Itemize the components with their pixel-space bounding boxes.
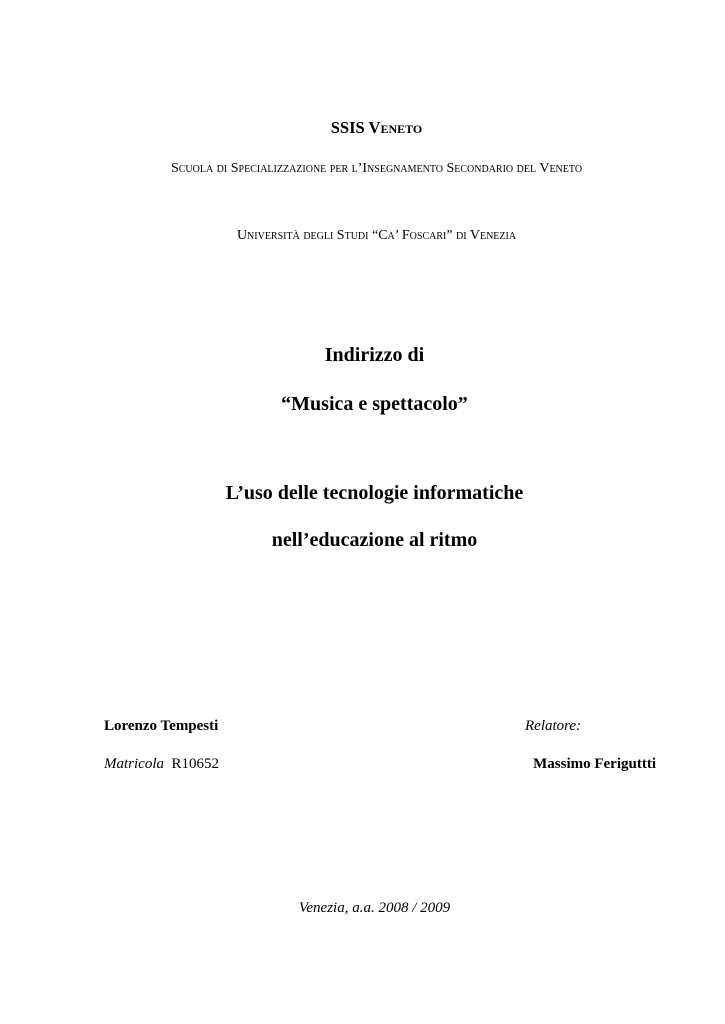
advisor-label: Relatore: xyxy=(525,718,582,734)
institution-title: SSIS Veneto xyxy=(330,118,423,137)
thesis-title-line-2: nell’educazione al ritmo xyxy=(271,529,478,551)
student-name: Lorenzo Tempesti xyxy=(104,718,219,734)
matricola-value: R10652 xyxy=(171,756,220,772)
place-date: Venezia, a.a. 2008 / 2009 xyxy=(298,900,451,916)
program-name: “Musica e spettacolo” xyxy=(281,393,468,415)
student-matricola xyxy=(104,756,219,773)
thesis-title-line-1: L’uso delle tecnologie informatiche xyxy=(225,482,524,504)
school-name: Scuola di Specializzazione per l’Insegnamento Secondario del Veneto xyxy=(170,161,583,176)
advisor-name: Massimo Feriguttti xyxy=(533,756,656,772)
matricola-label: Matricola xyxy=(104,756,164,772)
program-label: Indirizzo di xyxy=(324,344,425,366)
university-name: Università degli Studi “Ca’ Foscari” di Venezia xyxy=(236,228,517,243)
